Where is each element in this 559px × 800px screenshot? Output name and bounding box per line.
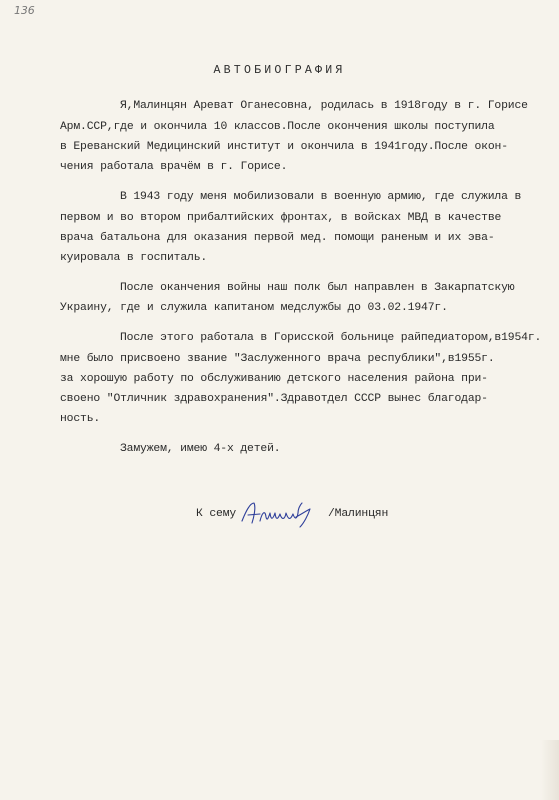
text-line: врача батальона для оказания первой мед. помощи раненым и их эва- [60, 232, 495, 244]
signature-label: К сему [196, 508, 237, 520]
signature-block [0, 505, 559, 533]
text-line: своено "Отличник здравохранения".Здравотдел СССР вынес благодар- [60, 393, 488, 405]
text-line: Арм.ССР,где и окончила 10 классов.После окончения школы поступила [60, 121, 495, 133]
document-title: АВТОБИОГРАФИЯ [213, 64, 346, 77]
text-line: Замужем, имею 4-х детей. [120, 443, 281, 455]
archive-number: 136 [14, 4, 35, 17]
text-line: ность. [60, 413, 101, 425]
text-line: первом и во втором прибалтийских фронтах, в войсках МВД в качестве [60, 212, 502, 224]
signatory-name: /Малинцян [328, 508, 389, 520]
text-line: После оканчения войны наш полк был направлен в Закарпатскую [120, 282, 515, 294]
text-line: Украину, где и служила капитаном медслужбы до 03.02.1947г. [60, 302, 448, 314]
text-line: в Ереванский Медицинский институт и окончила в 1941году.После окон- [60, 141, 508, 153]
handwritten-signature [238, 497, 320, 529]
text-line: После этого работала в Горисской больнице райпедиатором,в1954г. [120, 332, 542, 344]
text-line: за хорошую работу по обслуживанию детского населения района при- [60, 373, 488, 385]
text-line: В 1943 году меня мобилизовали в военную армию, где служила в [120, 191, 522, 203]
text-line: Я,Малинцян Ареват Оганесовна, родилась в 1918году в г. Горисе [120, 100, 528, 112]
text-line: чения работала врачём в г. Горисе. [60, 161, 288, 173]
text-line: куировала в госпиталь. [60, 252, 208, 264]
text-line: мне было присвоено звание "Заслуженного врача республики",в1955г. [60, 353, 495, 365]
paper-edge-stain [541, 740, 559, 800]
